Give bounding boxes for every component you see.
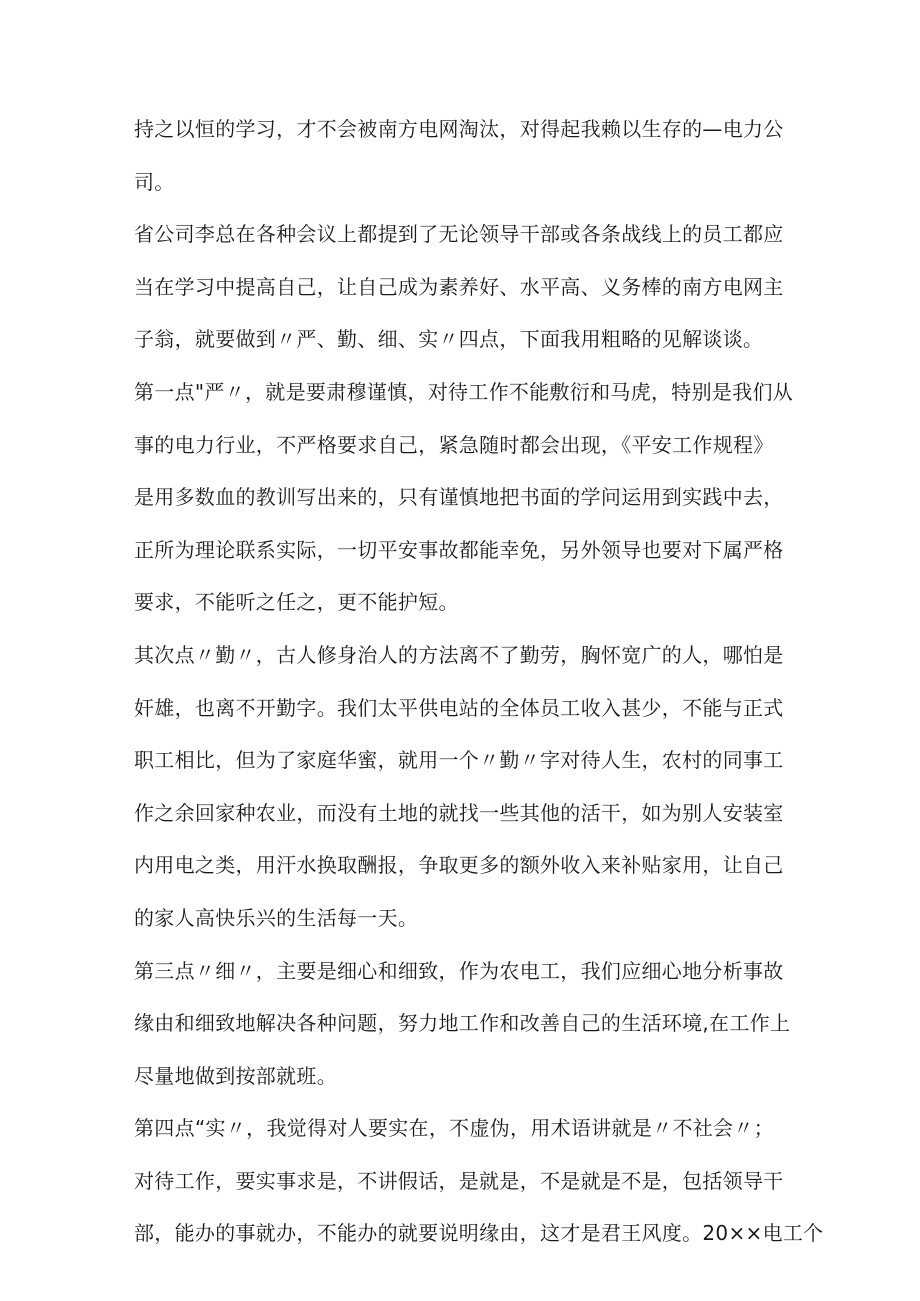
text-line: 省公司李总在各种会议上都提到了无论领导干部或各条战线上的员工都应 — [134, 222, 784, 247]
text-line: 事的电力行业，不严格要求自己，紧急随时都会出现，《平安工作规程》 — [134, 432, 774, 457]
text-line: 内用电之类，用汗水换取酬报，争取更多的额外收入来补贴家用，让自己 — [134, 853, 784, 878]
text-line: 正所为理论联系实际，一切平安事故都能幸免，另外领导也要对下属严格 — [134, 537, 784, 562]
text-line: 缘由和细致地解决各种问题，努力地工作和改善自己的生活环境,在工作上 — [134, 1011, 791, 1036]
text-line: 是用多数血的教训写出来的，只有谨慎地把书面的学问运用到实践中去， — [134, 485, 784, 510]
text-line: 司。 — [134, 169, 175, 194]
text-line: 持之以恒的学习，才不会被南方电网淘汰，对得起我赖以生存的—电力公 — [134, 117, 784, 141]
text-line: 要求，不能听之任之，更不能护短。 — [134, 590, 459, 615]
text-line: 职工相比，但为了家庭华蜜，就用一个〃勤〃字对待人生，农村的同事工 — [134, 748, 784, 773]
text-line: 部，能办的事就办，不能办的就要说明缘由，这才是君王风度。20××电工个 — [134, 1221, 824, 1246]
text-line: 子翁，就要做到〃严、勤、细、实〃四点，下面我用粗略的见解谈谈。 — [134, 327, 764, 352]
text-line: 作之余回家种农业，而没有土地的就找一些其他的活干，如为别人安装室 — [134, 800, 784, 825]
text-line: 尽量地做到按部就班。 — [134, 1063, 337, 1088]
document-body — [134, 103, 824, 1260]
text-line: 当在学习中提高自己，让自己成为素养好、水平高、义务棒的南方电网主 — [134, 274, 784, 299]
text-line: 对待工作，要实事求是，不讲假话，是就是，不是就是不是，包括领导干 — [134, 1168, 784, 1193]
text-line: 第四点“实〃，我觉得对人要实在，不虚伪，用术语讲就是〃不社会〃； — [134, 1116, 774, 1141]
text-line: 的家人高快乐兴的生活每一天。 — [134, 905, 419, 930]
text-line: 其次点〃勤〃，古人修身治人的方法离不了勤劳，胸怀宽广的人，哪怕是 — [134, 642, 784, 667]
text-line: 奸雄，也离不开勤字。我们太平供电站的全体员工收入甚少，不能与正式 — [134, 695, 784, 720]
text-line: 第一点"严〃，就是要肃穆谨慎，对待工作不能敷衍和马虎，特别是我们从 — [134, 379, 794, 404]
text-line: 第三点〃细〃，主要是细心和细致，作为农电工，我们应细心地分析事故 — [134, 958, 784, 983]
